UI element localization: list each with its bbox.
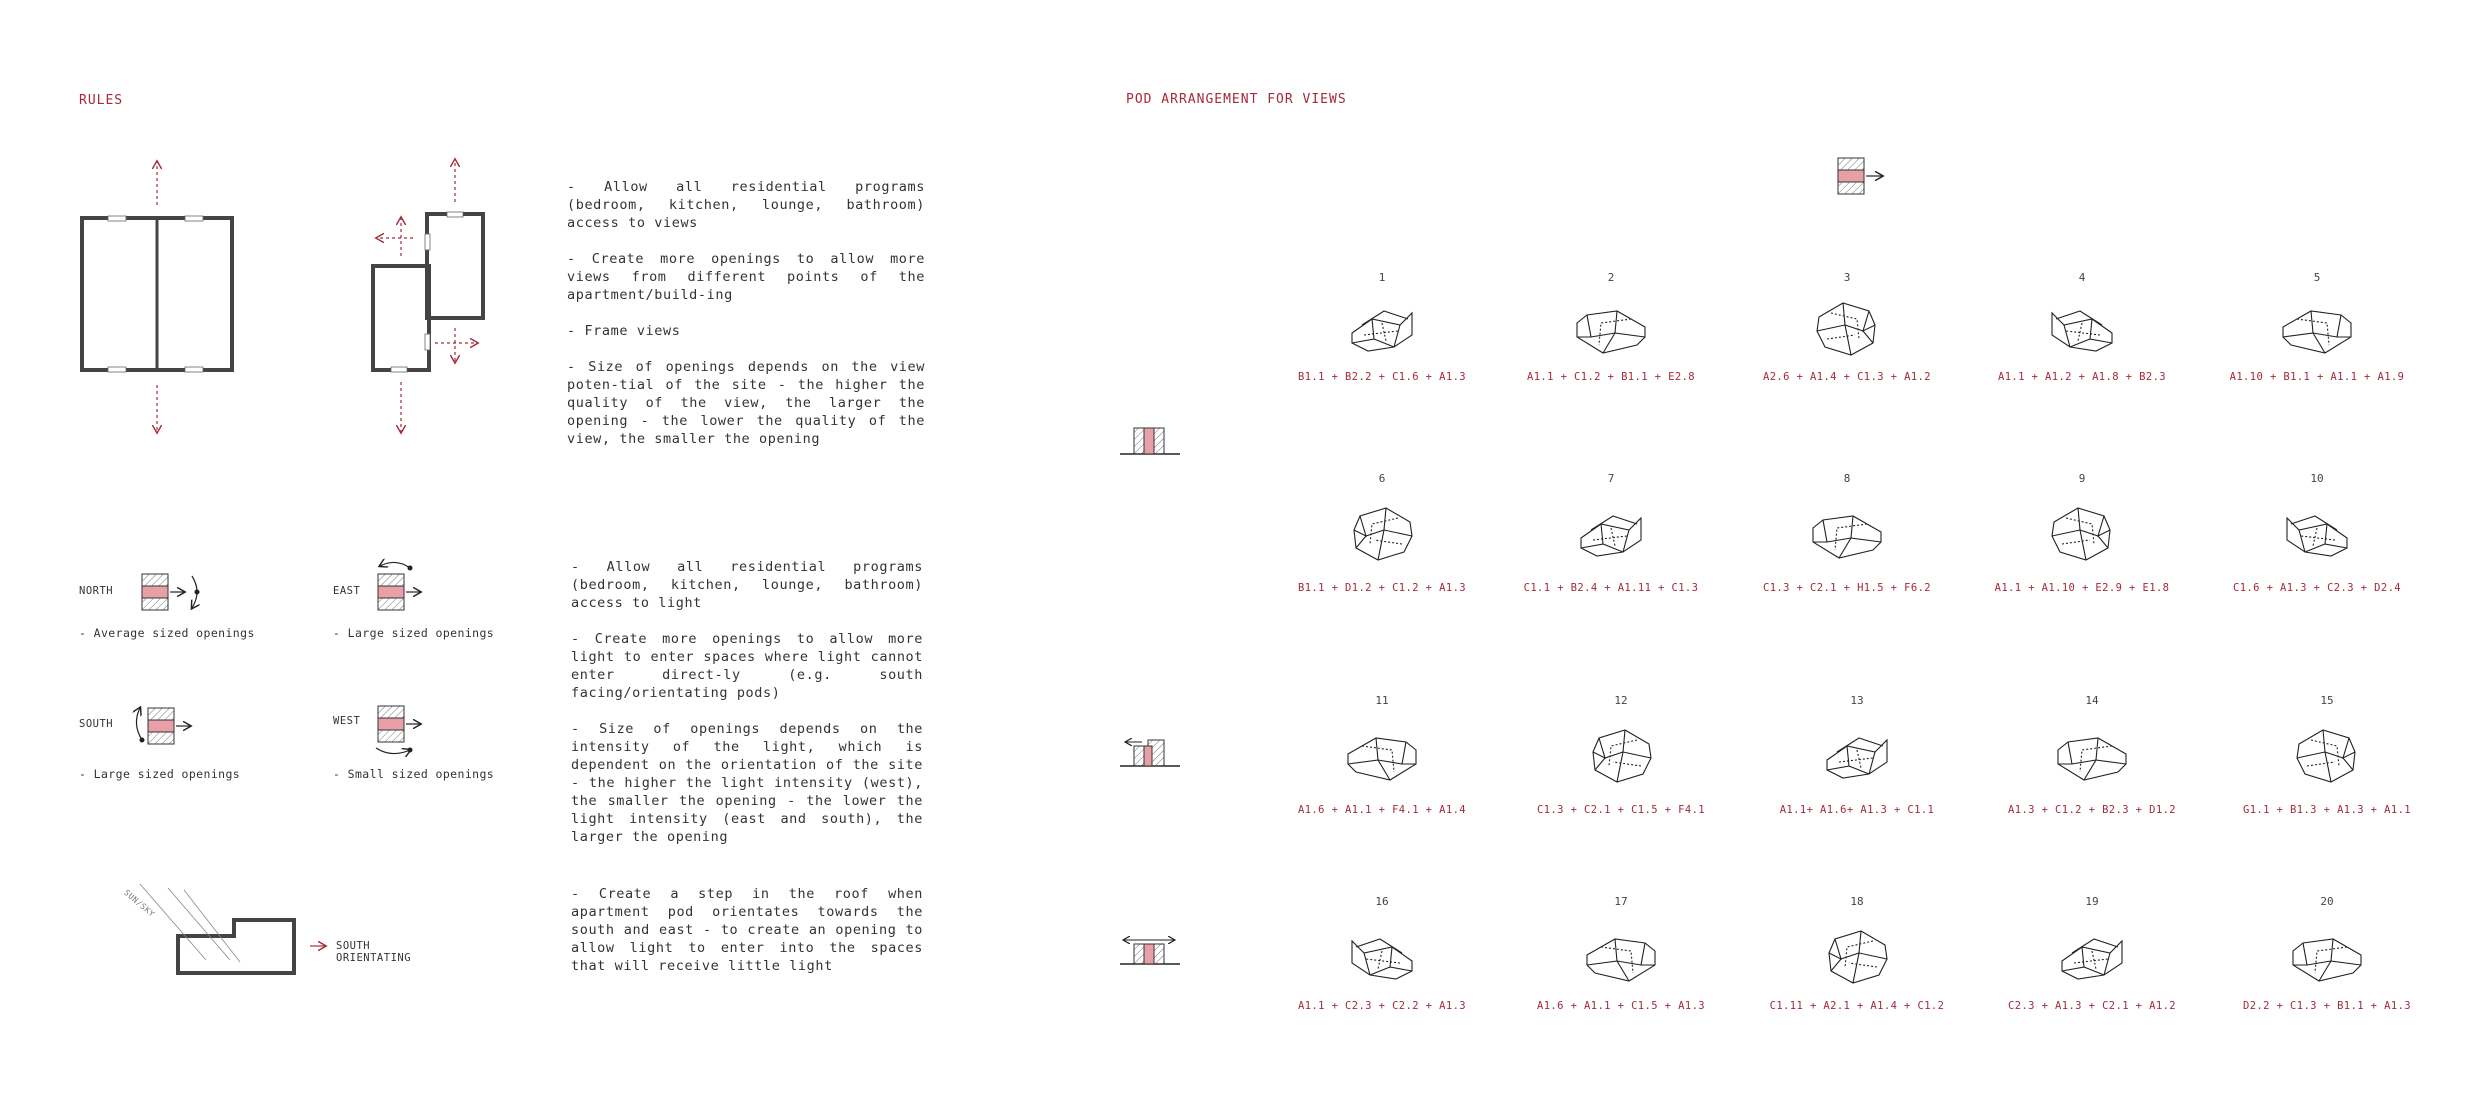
pod-number: 18: [1850, 895, 1864, 908]
pod-number: 17: [1614, 895, 1628, 908]
pod-formula: G1.1 + B1.3 + A1.3 + A1.1: [2242, 804, 2412, 816]
view-rule-1: - Allow all residential programs (bedroom, kitchen, lounge, bathroom) access to views: [567, 179, 925, 231]
pod-axonometric-drawing: [1332, 285, 1432, 365]
pod-formula: A1.1 + A1.10 + E2.9 + E1.8: [1994, 582, 2170, 594]
pod-axonometric-drawing: [1571, 913, 1671, 993]
pod-formula: A1.1+ A1.6+ A1.3 + C1.1: [1779, 804, 1935, 816]
pod-axonometric-drawing: [1807, 712, 1907, 792]
pod-number: 3: [1843, 271, 1851, 284]
pod-axonometric-drawing: [2042, 712, 2142, 792]
pod-axonometric-drawing: [2032, 285, 2132, 365]
south-orientating-label: SOUTH ORIENTATING: [336, 940, 412, 964]
pod-axonometric-drawing: [1332, 913, 1432, 993]
south-label: SOUTH: [79, 718, 114, 730]
pod-formula: C2.3 + A1.3 + C2.1 + A1.2: [2007, 1000, 2177, 1012]
pod-formula: C1.3 + C2.1 + H1.5 + F6.2: [1762, 582, 1932, 594]
view-plan-stepped-diagram: [365, 150, 505, 440]
pod-formula: C1.11 + A2.1 + A1.4 + C1.2: [1769, 1000, 1945, 1012]
sun-sky-annotation: SUN/SKY: [122, 888, 157, 919]
south-pod-icon: [126, 700, 206, 756]
east-caption: - Large sized openings: [333, 626, 495, 640]
west-pod-icon: [370, 700, 440, 760]
pod-number: 6: [1378, 472, 1386, 485]
pod-number: 13: [1850, 694, 1864, 707]
pod-axonometric-drawing: [2277, 712, 2377, 792]
pod-axonometric-drawing: [2042, 913, 2142, 993]
pod-formula: A1.6 + A1.1 + F4.1 + A1.4: [1297, 804, 1467, 816]
pod-axonometric-drawing: [1561, 285, 1661, 365]
rules-heading: RULES: [79, 93, 124, 108]
view-plan-double-diagram: [70, 150, 250, 440]
pod-number: 14: [2085, 694, 2099, 707]
east-pod-icon: [370, 560, 440, 616]
pod-axonometric-drawing: [1332, 712, 1432, 792]
pod-axonometric-drawing: [2267, 490, 2367, 570]
pod-formula: A1.1 + C2.3 + C2.2 + A1.3: [1297, 1000, 1467, 1012]
pod-number: 7: [1607, 472, 1615, 485]
pod-number: 12: [1614, 694, 1628, 707]
pod-formula: A2.6 + A1.4 + C1.3 + A1.2: [1762, 371, 1932, 383]
light-rule-3: - Size of openings depends on the intensity of the light, which is dependent on the orientation of the site - the higher the light intensity (west), the smaller the opening - the lower the light intensity (east and south), the larger the opening: [571, 721, 923, 845]
pod-orientation-legend-icon: [1836, 156, 1896, 196]
row-section-symbol-2: [1118, 732, 1182, 772]
view-rule-4: - Size of openings depends on the view poten-tial of the site - the higher the quality of the view, the larger the opening - the lower the quality of the view, the smaller the opening: [567, 359, 925, 447]
pod-number: 15: [2320, 694, 2334, 707]
pod-axonometric-drawing: [1797, 285, 1897, 365]
east-label: EAST: [333, 585, 361, 597]
pod-axonometric-drawing: [1561, 490, 1661, 570]
pod-number: 4: [2078, 271, 2086, 284]
pods-heading: POD ARRANGEMENT FOR VIEWS: [1126, 92, 1347, 107]
step-rule-1: - Create a step in the roof when apartment pod orientates towards the south and east - to create an opening to allow light to enter into the spaces that will receive little light: [571, 886, 923, 974]
pod-formula: C1.3 + C2.1 + C1.5 + F4.1: [1536, 804, 1706, 816]
light-rules-text: [571, 558, 923, 846]
west-caption: - Small sized openings: [333, 767, 495, 781]
pod-number: 8: [1843, 472, 1851, 485]
pod-formula: A1.1 + A1.2 + A1.8 + B2.3: [1997, 371, 2167, 383]
view-rules-text: [567, 178, 925, 448]
pod-axonometric-drawing: [2267, 285, 2367, 365]
row-section-symbol-3: [1118, 930, 1182, 970]
pod-number: 11: [1375, 694, 1389, 707]
pod-axonometric-drawing: [1807, 913, 1907, 993]
pod-number: 20: [2320, 895, 2334, 908]
pod-number: 16: [1375, 895, 1389, 908]
north-label: NORTH: [79, 585, 114, 597]
pod-axonometric-drawing: [1571, 712, 1671, 792]
pod-formula: D2.2 + C1.3 + B1.1 + A1.3: [2242, 1000, 2412, 1012]
view-rule-2: - Create more openings to allow more views from different points of the apartment/build-ing: [567, 251, 925, 303]
pod-number: 5: [2313, 271, 2321, 284]
pod-formula: A1.10 + B1.1 + A1.1 + A1.9: [2229, 371, 2405, 383]
view-rule-3: - Frame views: [567, 323, 681, 339]
pod-formula: B1.1 + D1.2 + C1.2 + A1.3: [1297, 582, 1467, 594]
pod-axonometric-drawing: [2032, 490, 2132, 570]
south-caption: - Large sized openings: [79, 767, 241, 781]
pod-formula: C1.6 + A1.3 + C2.3 + D2.4: [2232, 582, 2402, 594]
north-caption: - Average sized openings: [79, 626, 255, 640]
west-label: WEST: [333, 715, 361, 727]
pod-number: 2: [1607, 271, 1615, 284]
pod-number: 9: [2078, 472, 2086, 485]
pod-formula: A1.3 + C1.2 + B2.3 + D1.2: [2007, 804, 2177, 816]
pod-formula: B1.1 + B2.2 + C1.6 + A1.3: [1297, 371, 1467, 383]
pod-number: 10: [2310, 472, 2324, 485]
pod-formula: A1.1 + C1.2 + B1.1 + E2.8: [1526, 371, 1696, 383]
pod-axonometric-drawing: [1797, 490, 1897, 570]
pod-number: 19: [2085, 895, 2099, 908]
pod-formula: A1.6 + A1.1 + C1.5 + A1.3: [1536, 1000, 1706, 1012]
pod-formula: C1.1 + B2.4 + A1.11 + C1.3: [1523, 582, 1699, 594]
pod-axonometric-drawing: [1332, 490, 1432, 570]
roof-step-section-diagram: [120, 880, 350, 980]
step-rules-text: [571, 885, 923, 975]
pod-number: 1: [1378, 271, 1386, 284]
row-section-symbol-1: [1118, 420, 1182, 460]
north-pod-icon: [140, 572, 210, 616]
light-rule-2: - Create more openings to allow more light to enter spaces where light cannot enter direct-ly (e.g. south facing/orientating pods): [571, 631, 923, 701]
pod-axonometric-drawing: [2277, 913, 2377, 993]
light-rule-1: - Allow all residential programs (bedroom, kitchen, lounge, bathroom) access to light: [571, 559, 923, 611]
